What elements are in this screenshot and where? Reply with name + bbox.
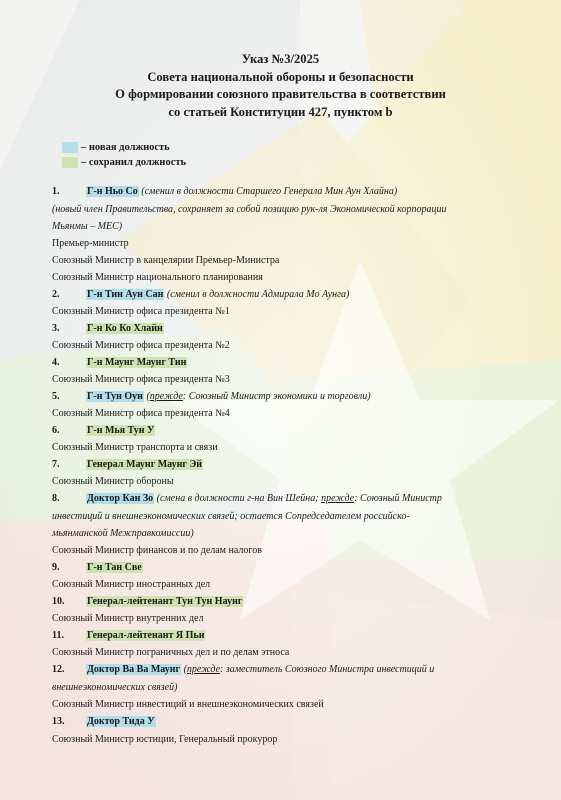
entry-note: (прежде: Союзный Министр экономики и торговли) [146, 391, 371, 402]
legend [62, 140, 186, 170]
minister-name: Г-н Ко Ко Хлайн [87, 323, 163, 334]
entry-12-position: Союзный Министр инвестиций и внешнеэкономических связей [52, 699, 324, 710]
entry-note: (сменил в должности Адмирала Мо Аунга) [166, 289, 350, 300]
entry-9-heading: 9. Г-н Тан Све [52, 562, 142, 573]
entry-5-position: Союзный Министр офиса президента №4 [52, 408, 230, 419]
entry-note: (смена в должности г-на Вин Шейна; прежде: Союзный Министр [156, 493, 442, 504]
entry-2-heading: 2. Г-н Тин Аун Сан (сменил в должности Адмирала Мо Аунга) [52, 289, 350, 300]
entry-2-position: Союзный Министр офиса президента №1 [52, 306, 230, 317]
entry-note: (прежде: заместитель Союзного Министра инвестиций и [183, 664, 435, 675]
entry-8-note-2: инвестиций и внешнеэкономических связей; остается Сопредседателем российско- [52, 511, 410, 522]
entry-8-position: Союзный Министр финансов и по делам налогов [52, 545, 262, 556]
entry-8-heading: 8. Доктор Кан Зо (смена в должности г-на Вин Шейна; прежде: Союзный Министр [52, 493, 442, 504]
minister-name: Г-н Маунг Маунг Тин [87, 357, 187, 368]
entry-9-position: Союзный Министр иностранных дел [52, 579, 211, 590]
document-header [0, 51, 561, 121]
entry-1-position-1: Премьер-министр [52, 238, 129, 249]
minister-name: Г-н Тан Све [87, 562, 142, 573]
entry-1-position-3: Союзный Министр национального планирования [52, 272, 263, 283]
entry-1-note-2: (новый член Правительства, сохраняет за собой позицию рук-ля Экономической корпорации [52, 204, 447, 215]
minister-name: Доктор Тида У [87, 716, 155, 727]
legend-kept-swatch [62, 157, 78, 168]
minister-name: Генерал-лейтенант Я Пьи [87, 630, 205, 641]
entry-7-position: Союзный Министр обороны [52, 476, 174, 487]
entry-1-position-2: Союзный Министр в канцелярии Премьер-Министра [52, 255, 280, 266]
minister-name: Г-н Тун Оун [87, 391, 143, 402]
minister-name: Генерал-лейтенант Тун Тун Наунг [87, 596, 243, 607]
entry-10-heading: 10. Генерал-лейтенант Тун Тун Наунг [52, 596, 243, 607]
minister-name: Доктор Кан Зо [87, 493, 154, 504]
entry-note: (сменил в должности Старшего Генерала Мин Аун Хлайна) [141, 186, 398, 197]
entry-7-heading: 7. Генерал Маунг Маунг Эй [52, 459, 203, 470]
entry-5-heading: 5. Г-н Тун Оун (прежде: Союзный Министр экономики и торговли) [52, 391, 371, 402]
decree-issuer: Совета национальной обороны и безопасности [147, 69, 414, 84]
minister-name: Доктор Ва Ва Маунг [87, 664, 181, 675]
legend-kept-label: – сохранил должность [81, 157, 187, 168]
legend-new [62, 140, 186, 155]
minister-name: Г-н Мья Тун У [87, 425, 155, 436]
entry-1-note-3: Мьянмы – MEC) [52, 221, 123, 232]
entry-13-heading: 13. Доктор Тида У [52, 716, 155, 727]
entry-3-position: Союзный Министр офиса президента №2 [52, 340, 230, 351]
entry-13-position: Союзный Министр юстиции, Генеральный прокурор [52, 734, 278, 745]
entry-8-note-3: мьянманской Межправкомиссии) [52, 528, 194, 539]
entry-10-position: Союзный Министр внутренних дел [52, 613, 204, 624]
legend-new-swatch [62, 142, 78, 153]
decree-subject: О формировании союзного правительства в соответствии [115, 87, 446, 101]
entry-6-heading: 6. Г-н Мья Тун У [52, 425, 155, 436]
entry-4-heading: 4. Г-н Маунг Маунг Тин [52, 357, 187, 368]
legend-new-label: – новая должность [81, 142, 170, 153]
legend-kept [62, 155, 186, 170]
minister-name: Г-н Тин Аун Сан [87, 289, 164, 300]
decree-basis: со статьей Конституции 427, пунктом b [168, 104, 393, 119]
decree-number: Указ №3/2025 [241, 52, 320, 66]
entry-6-position: Союзный Министр транспорта и связи [52, 442, 218, 453]
entry-4-position: Союзный Министр офиса президента №3 [52, 374, 230, 385]
minister-name: Г-н Ньо Со [87, 186, 138, 197]
minister-name: Генерал Маунг Маунг Эй [87, 459, 203, 470]
entry-12-note-2: внешнеэкономических связей) [52, 682, 178, 693]
entry-3-heading: 3. Г-н Ко Ко Хлайн [52, 323, 163, 334]
entry-12-heading: 12. Доктор Ва Ва Маунг (прежде: заместитель Союзного Министра инвестиций и [52, 664, 435, 675]
entry-11-position: Союзный Министр пограничных дел и по делам этноса [52, 647, 290, 658]
entry-1-heading: 1. Г-н Ньо Со (сменил в должности Старшего Генерала Мин Аун Хлайна) [52, 186, 398, 197]
entry-11-heading: 11. Генерал-лейтенант Я Пьи [52, 630, 205, 641]
